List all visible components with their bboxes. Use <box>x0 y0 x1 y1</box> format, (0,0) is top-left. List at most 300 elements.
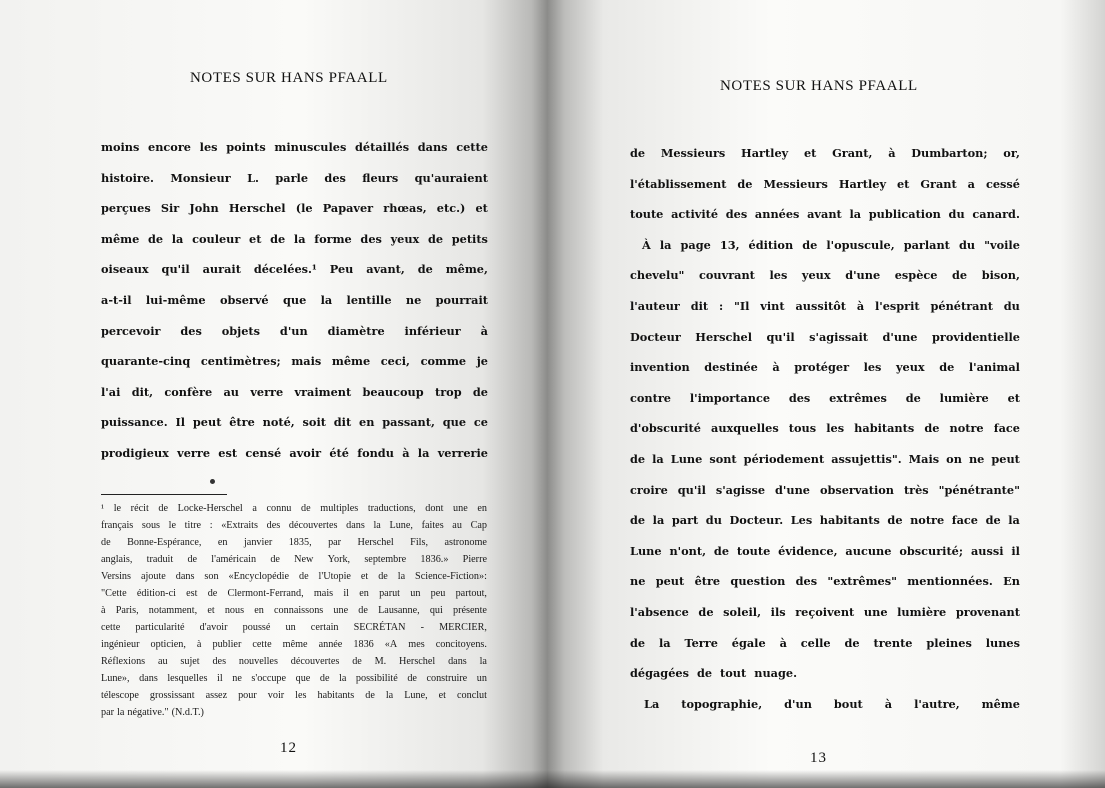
word: petits <box>451 231 488 246</box>
word: la <box>1008 513 1020 528</box>
word: fondu <box>357 446 394 460</box>
word: connaissons <box>274 605 324 616</box>
word: l'importance <box>689 390 771 405</box>
word: ceci, <box>380 354 410 369</box>
word: même <box>282 639 308 650</box>
word: grossissant <box>149 690 195 701</box>
word: 1836.» <box>420 554 449 565</box>
word: Lune», <box>101 673 130 684</box>
word: Herschel <box>399 656 436 667</box>
word: l'américain <box>211 554 257 565</box>
word: une <box>333 605 349 616</box>
word: des <box>788 390 811 405</box>
text-line <box>642 238 1020 252</box>
word: Versins <box>101 571 131 582</box>
word: périodement <box>743 452 825 466</box>
word: - <box>420 622 424 633</box>
word: Bonne-Espérance, <box>127 537 202 548</box>
word: l'animal <box>968 360 1020 375</box>
word: est <box>218 446 238 460</box>
word: même <box>101 231 140 246</box>
word: son <box>204 571 219 582</box>
word: et <box>896 176 910 191</box>
word: M. <box>374 656 387 667</box>
word: Les <box>790 513 813 528</box>
word: mais <box>291 354 322 369</box>
word: de <box>147 231 164 246</box>
footnote-line <box>101 588 487 599</box>
word: ils <box>770 605 786 619</box>
word: du <box>948 207 965 222</box>
text-line <box>101 293 488 307</box>
word: aucune <box>845 543 892 558</box>
word: français <box>101 520 134 531</box>
word: nous <box>224 605 245 616</box>
word: points <box>226 140 266 154</box>
word: habitants <box>819 513 880 528</box>
word: Herschel <box>357 537 394 548</box>
word: la <box>417 446 430 460</box>
word: Monsieur <box>170 170 231 185</box>
word: yeux <box>390 231 420 246</box>
word: toute <box>630 207 664 222</box>
word: le <box>113 503 122 514</box>
word: obscurité; <box>899 543 964 558</box>
word: la <box>293 231 306 246</box>
word: de <box>187 554 198 565</box>
word: puissance. <box>101 415 168 430</box>
word: Cap <box>470 520 487 531</box>
word: d'avoir <box>199 622 228 633</box>
word: Lune <box>630 543 662 558</box>
left-running-head: NOTES SUR HANS PFAALL <box>190 70 388 86</box>
word: Il <box>175 415 186 430</box>
word: Peu <box>329 262 354 277</box>
word: de <box>630 146 646 160</box>
word: Hartley <box>838 176 887 191</box>
word: (le <box>295 201 313 216</box>
word: ingénieur <box>101 639 140 650</box>
text-line <box>630 421 1020 435</box>
word: aussi <box>970 543 1004 558</box>
word: ce <box>473 415 488 430</box>
word: égale <box>731 635 766 650</box>
word: "Cette <box>101 588 127 599</box>
word: vraiment <box>294 384 352 399</box>
word: je <box>476 354 488 369</box>
word: est <box>186 588 198 599</box>
word: des <box>324 170 346 185</box>
word: de <box>887 513 903 528</box>
word: détaillés <box>355 140 410 154</box>
word: de <box>472 384 488 399</box>
word: l'absence <box>630 605 689 619</box>
word: le <box>168 520 177 531</box>
word: cessé <box>985 176 1020 191</box>
word: anglais, <box>101 554 133 565</box>
word: s'occupe <box>251 673 287 684</box>
text-line <box>630 391 1020 405</box>
word: ne <box>630 574 646 589</box>
word: la <box>373 520 381 531</box>
word: providentielle <box>931 329 1020 344</box>
footnote-line <box>101 622 487 633</box>
word: du <box>958 237 976 252</box>
word: pourrait <box>435 293 488 307</box>
text-line <box>630 544 1020 558</box>
word: pénétrant <box>930 299 993 313</box>
word: l'établissement <box>630 176 727 191</box>
word: à <box>480 323 488 338</box>
word: assujettis". <box>831 452 902 466</box>
word: les <box>199 140 218 154</box>
word: notamment, <box>148 605 198 616</box>
word: percevoir <box>101 323 161 338</box>
text-line <box>630 452 1020 466</box>
word: beaucoup <box>362 384 424 399</box>
word: la <box>320 293 333 307</box>
text-line <box>101 171 488 185</box>
word: L. <box>247 170 259 185</box>
word: de <box>301 503 311 514</box>
word: forme <box>314 231 352 246</box>
word: une <box>863 605 888 619</box>
word: encore <box>148 140 191 154</box>
word: décelées.¹ <box>253 262 317 277</box>
word: dans <box>448 656 467 667</box>
word: à <box>772 360 780 375</box>
footnote-line <box>101 537 487 548</box>
word: cette <box>456 140 488 154</box>
word: opticien, <box>150 639 186 650</box>
word: peut <box>192 415 222 430</box>
word: concitoyens. <box>435 639 487 650</box>
word: cette <box>101 622 121 633</box>
text-line <box>101 385 488 399</box>
word: Messieurs <box>763 176 828 191</box>
word: découvertes <box>290 656 340 667</box>
word: de <box>696 666 713 681</box>
text-line <box>630 574 1020 588</box>
word: en <box>359 415 375 430</box>
word: de <box>207 588 218 599</box>
word: être <box>229 415 255 430</box>
word: protéger <box>794 360 850 375</box>
right-page-number: 13 <box>810 750 827 766</box>
word: titre <box>184 520 202 531</box>
word: même <box>981 696 1020 711</box>
word: négative." <box>127 707 169 718</box>
footnote-line <box>101 707 487 718</box>
word: dans <box>417 140 448 154</box>
word: de <box>952 268 968 283</box>
word: de <box>158 503 169 514</box>
word: de <box>270 554 280 565</box>
word: bout <box>833 696 863 711</box>
word: dans <box>346 520 365 531</box>
word: la <box>652 513 665 528</box>
word: de <box>630 452 646 466</box>
footnote-line <box>101 639 487 650</box>
word: censé <box>245 446 282 460</box>
word: provenant <box>955 605 1020 619</box>
word: la <box>171 231 184 246</box>
word: il <box>217 673 223 684</box>
word: confère <box>164 384 213 399</box>
word: «Encyclopédie <box>228 571 290 582</box>
word: pour <box>238 690 257 701</box>
word: et <box>249 231 262 246</box>
text-line <box>101 415 488 429</box>
footnote-rule <box>101 494 227 495</box>
word: de <box>365 690 375 701</box>
word: notre <box>910 513 945 528</box>
word: peut <box>991 452 1020 466</box>
text-line <box>644 697 1020 711</box>
word: très <box>903 482 929 497</box>
word: ne <box>968 452 985 466</box>
text-line <box>630 605 1020 619</box>
word: couvrant <box>699 268 755 283</box>
word: Paris, <box>115 605 139 616</box>
word: dégagées <box>630 666 689 681</box>
word: de <box>802 237 818 252</box>
word: Papaver <box>322 201 374 216</box>
word: les <box>295 690 307 701</box>
word: Lune <box>670 452 703 466</box>
word: York, <box>327 554 351 565</box>
word: les <box>769 268 788 283</box>
word: 1836 <box>353 639 374 650</box>
right-page <box>548 0 1105 788</box>
word: pleines <box>926 635 972 650</box>
word: la <box>659 237 672 252</box>
word: possibilité <box>355 673 398 684</box>
word: Lune, <box>404 690 428 701</box>
word: évidence, <box>778 543 838 558</box>
word: astronome <box>444 537 487 548</box>
word: soleil, <box>723 605 762 619</box>
word: conclut <box>457 690 487 701</box>
word: habitants <box>317 690 355 701</box>
word: chevelu" <box>630 268 685 283</box>
word: dit <box>333 415 352 430</box>
word: tout <box>720 666 747 681</box>
word: Locke-Herschel <box>177 503 243 514</box>
word: prodigieux <box>101 446 169 460</box>
word: Fils, <box>410 537 429 548</box>
text-line <box>630 666 1020 680</box>
word: de <box>698 605 714 619</box>
word: ne <box>405 293 422 307</box>
word: croire <box>630 482 668 497</box>
word: rhœas, <box>383 201 427 216</box>
word: années <box>754 207 800 222</box>
word: de <box>352 656 362 667</box>
word: avant, <box>366 262 405 277</box>
word: certain <box>310 622 339 633</box>
word: l'auteur <box>630 299 680 313</box>
word: soit <box>302 415 326 430</box>
word: observé <box>219 293 269 307</box>
text-line <box>630 177 1020 191</box>
footnote-line <box>101 690 487 701</box>
word: l'Utopie <box>318 571 351 582</box>
word: un <box>410 588 421 599</box>
word: de <box>298 571 309 582</box>
word: En <box>1003 574 1020 589</box>
word: de <box>630 513 646 528</box>
word: au <box>452 520 462 531</box>
word: sujet <box>180 656 200 667</box>
footnote-line <box>101 605 487 616</box>
word: l'ai <box>101 384 121 399</box>
word: publier <box>212 639 242 650</box>
footnote-line <box>101 554 487 565</box>
word: Science-Fiction»: <box>415 571 487 582</box>
word: de <box>270 231 286 246</box>
word: et <box>438 690 447 701</box>
word: minuscules <box>274 140 347 154</box>
word: etc.) <box>436 201 466 216</box>
word: yeux <box>895 360 925 375</box>
word: de <box>630 635 646 650</box>
word: un <box>476 673 487 684</box>
word: peu <box>430 588 446 599</box>
word: à <box>196 639 202 650</box>
word: dit <box>690 299 709 313</box>
word: canard. <box>972 207 1020 222</box>
word: question <box>730 574 786 589</box>
text-line <box>101 354 488 368</box>
word: page <box>680 237 711 252</box>
word: histoire. <box>101 170 154 185</box>
word: à <box>779 635 787 650</box>
word: activité <box>671 207 719 222</box>
word: de <box>378 571 388 582</box>
word: dans <box>175 571 195 582</box>
word: lunes <box>985 635 1020 650</box>
word: qu'il <box>161 262 190 277</box>
word: Docteur <box>630 329 681 344</box>
word: un <box>285 622 296 633</box>
word: d'une <box>775 482 810 497</box>
word: de <box>101 537 111 548</box>
word: Sir <box>160 201 180 216</box>
word: du <box>1003 299 1020 313</box>
footnote-line <box>101 673 487 684</box>
word: des <box>266 520 281 531</box>
word: s'agisse <box>715 482 766 497</box>
word: télescope <box>101 690 139 701</box>
word: avant <box>807 207 842 222</box>
left-page <box>0 0 548 788</box>
word: diamètre <box>327 323 385 338</box>
word: en <box>359 588 369 599</box>
word: même, <box>445 262 488 277</box>
text-line <box>630 636 1020 650</box>
word: Pierre <box>462 554 487 565</box>
word: Docteur. <box>729 513 784 528</box>
word: au <box>157 656 168 667</box>
word: l'opuscule, <box>826 237 895 252</box>
word: en <box>254 605 264 616</box>
word: particularité <box>135 622 185 633</box>
word: les <box>863 360 882 375</box>
text-line <box>630 483 1020 497</box>
word: récit <box>130 503 149 514</box>
word: : <box>718 299 724 313</box>
word: la <box>385 690 394 701</box>
word: Lune, <box>389 520 413 531</box>
word: qu'il <box>766 329 795 344</box>
word: «Extraits <box>221 520 258 531</box>
word: or, <box>1003 146 1020 160</box>
word: des <box>795 574 818 589</box>
word: l'autre, <box>914 696 960 711</box>
word: destinée <box>704 360 758 375</box>
word: mes <box>408 639 425 650</box>
word: passant, <box>382 415 435 430</box>
text-line <box>101 262 488 276</box>
word: il <box>1011 543 1020 558</box>
ink-speck <box>210 479 215 484</box>
word: la <box>479 656 487 667</box>
word: la <box>652 452 664 466</box>
text-line <box>101 140 488 154</box>
word: d'un <box>279 323 308 338</box>
footnote-line <box>101 656 487 667</box>
word: part <box>671 513 699 528</box>
word: (N.d.T.) <box>171 707 204 718</box>
word: à <box>402 446 410 460</box>
word: comme <box>420 354 467 369</box>
word: lesquelles <box>167 673 208 684</box>
word: "Il <box>733 299 750 313</box>
word: la <box>397 571 406 582</box>
word: La <box>644 696 660 711</box>
word: dont <box>425 503 444 514</box>
word: faites <box>421 520 444 531</box>
word: partout, <box>455 588 487 599</box>
word: a <box>967 176 975 191</box>
word: auxquelles <box>711 421 779 436</box>
right-running-head: NOTES SUR HANS PFAALL <box>720 78 918 94</box>
word: cette <box>252 639 272 650</box>
word: quarante-cinq <box>101 354 191 369</box>
word: on <box>946 452 962 466</box>
word: 13, <box>719 237 740 252</box>
word: verrerie <box>437 446 488 460</box>
word: inférieur <box>404 323 461 338</box>
word: assez <box>205 690 228 701</box>
word: découvertes <box>288 520 338 531</box>
word: Herschel <box>695 329 753 344</box>
word: parut <box>379 588 401 599</box>
word: Mais <box>908 452 940 466</box>
text-line <box>630 268 1020 282</box>
word: espèce <box>894 268 938 283</box>
word: aussitôt <box>795 299 846 313</box>
word: de <box>713 543 730 558</box>
word: lentille <box>346 293 392 307</box>
word: les <box>826 421 845 436</box>
word: verre <box>177 446 211 460</box>
word: lumière <box>897 605 947 619</box>
word: année <box>318 639 343 650</box>
word: verre <box>250 384 284 399</box>
word: centimètres; <box>200 354 281 369</box>
